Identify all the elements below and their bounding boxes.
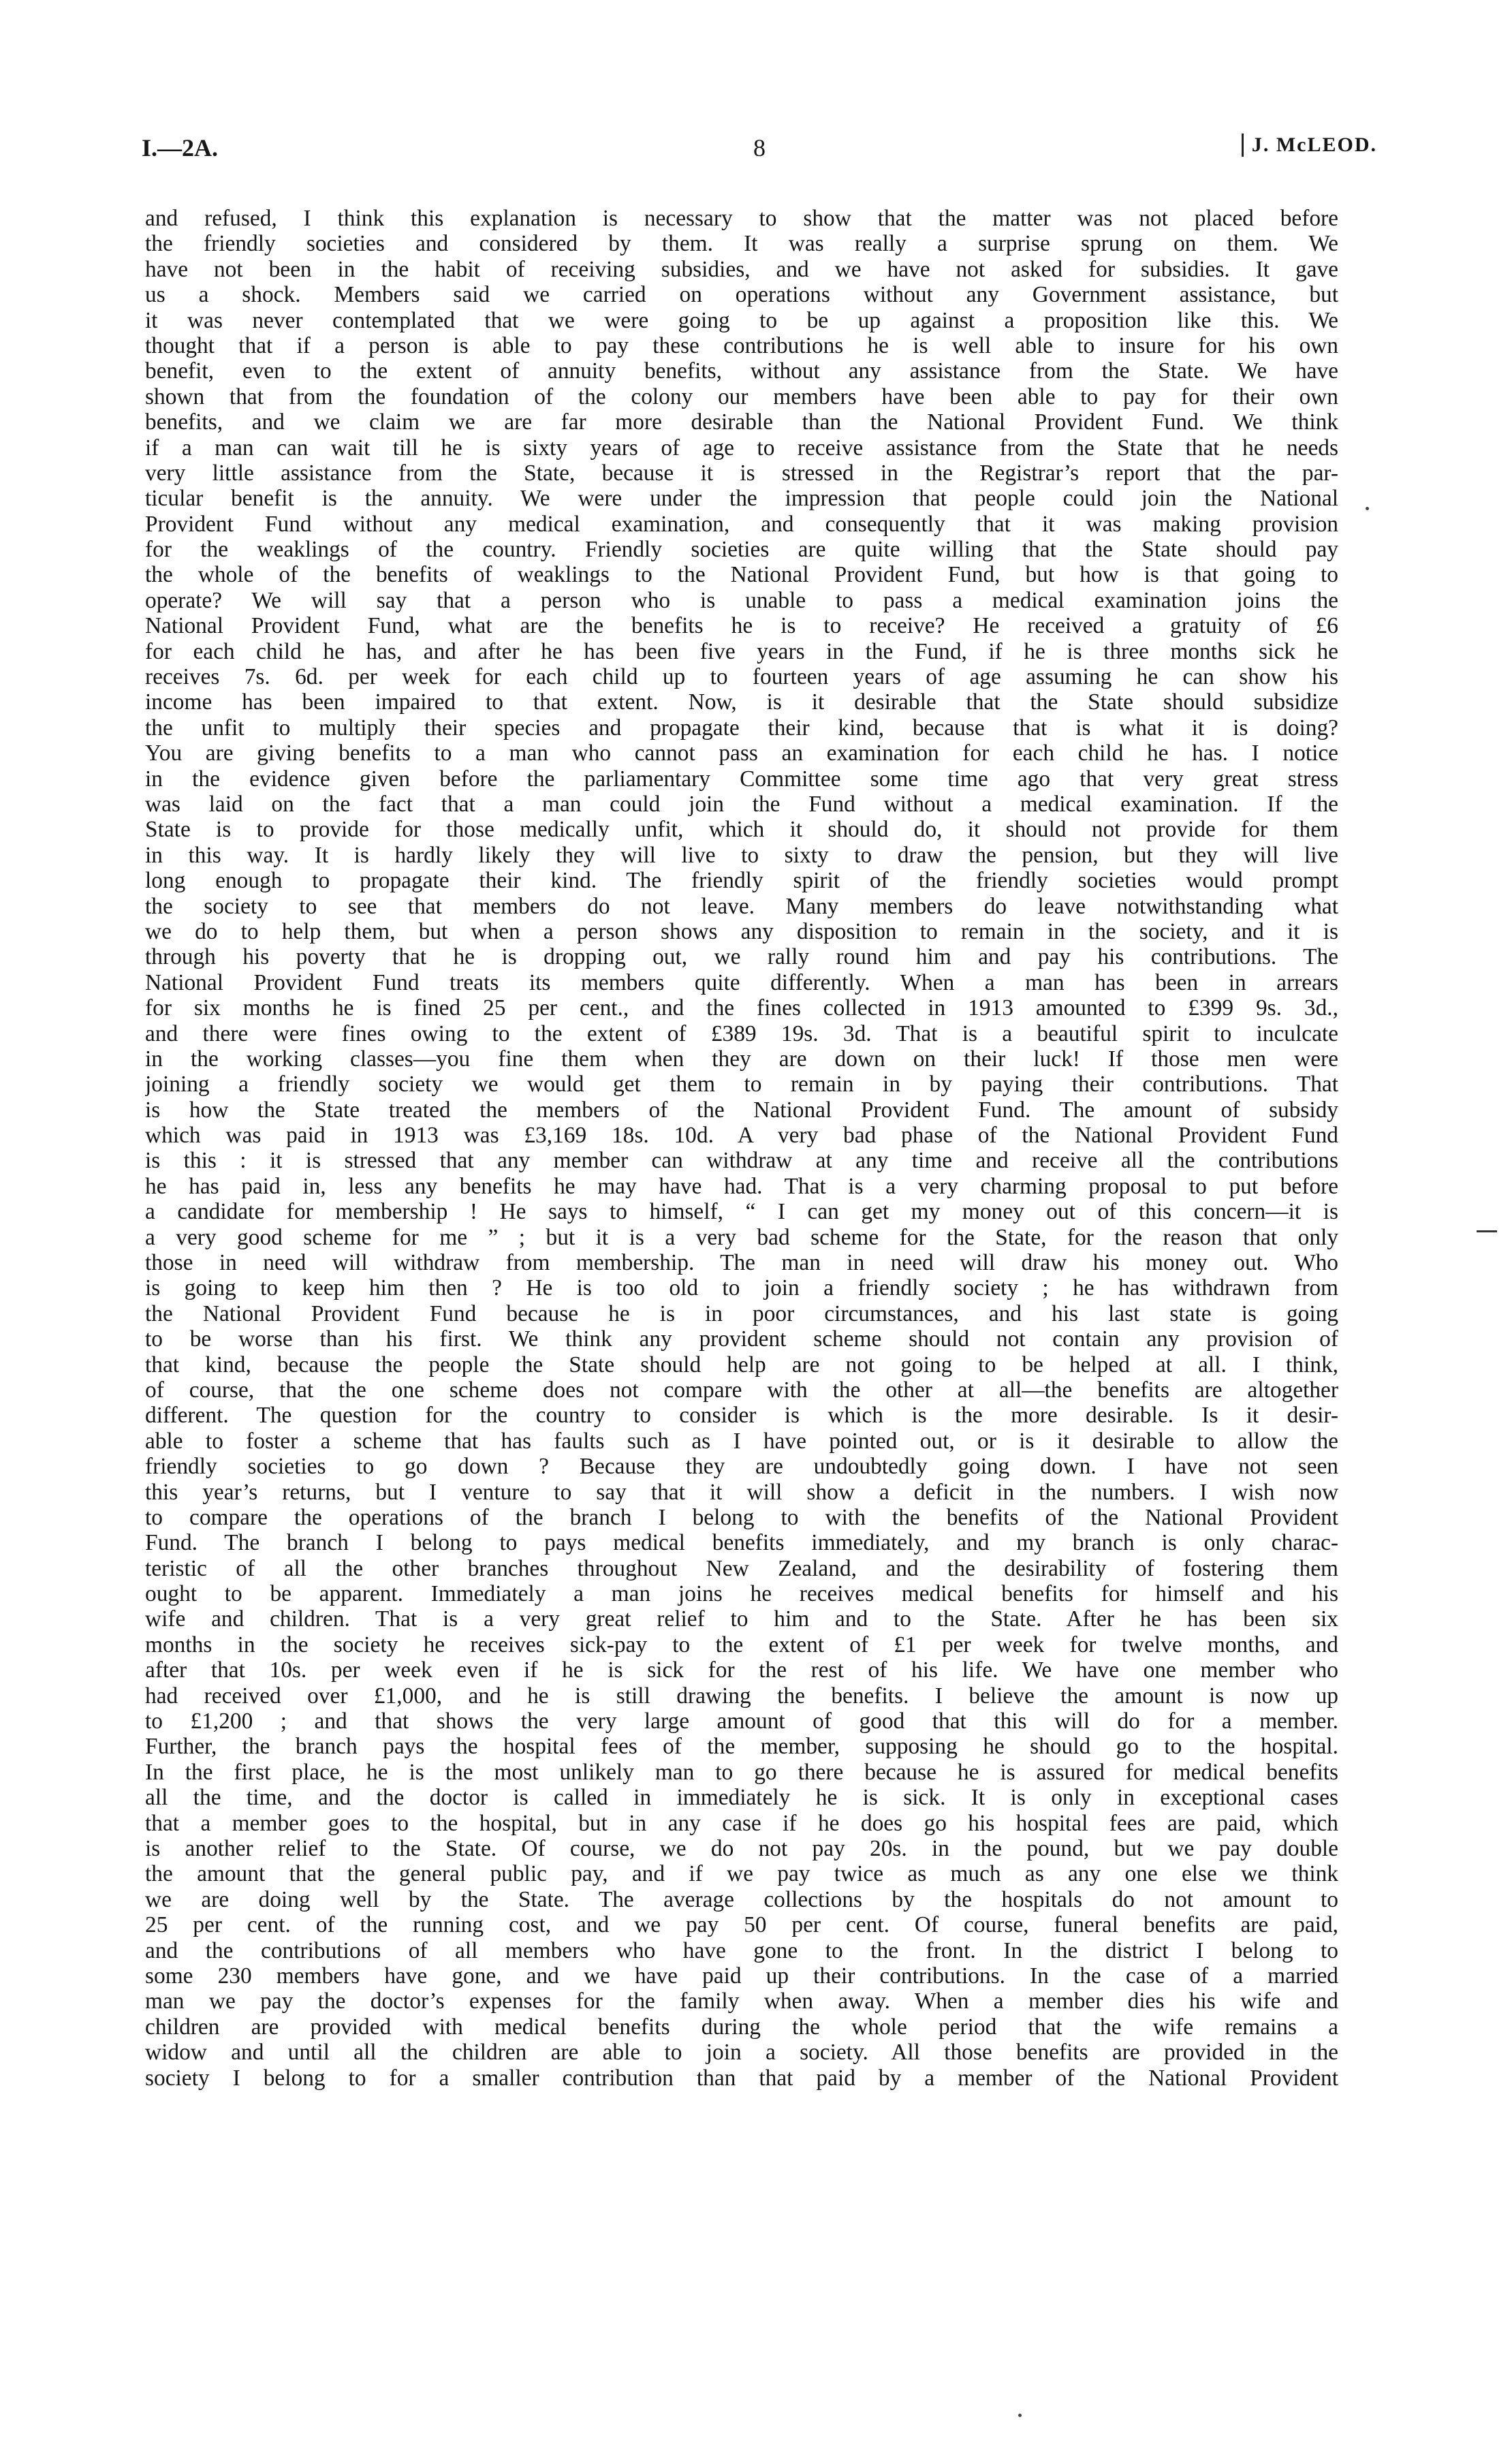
text-line: after that 10s. per week even if he is sick for the rest of his life. We have one member who	[145, 1657, 1338, 1683]
text-line: shown that from the foundation of the colony our members have been able to pay for their own	[145, 384, 1338, 409]
text-line: for six months he is fined 25 per cent., and the fines collected in 1913 amounted to £399 9s. 3d.,	[145, 995, 1338, 1021]
text-line: National Provident Fund treats its members quite differently. When a man has been in arrears	[145, 969, 1338, 995]
text-line: man we pay the doctor’s expenses for the family when away. When a member dies his wife and	[145, 1989, 1338, 2014]
text-line: Further, the branch pays the hospital fees of the member, supposing he should go to the hospital.	[145, 1734, 1338, 1760]
text-line: widow and until all the children are able to join a society. All those benefits are provided in the	[145, 2040, 1338, 2066]
text-line: is this : it is stressed that any member can withdraw at any time and receive all the contributions	[145, 1148, 1338, 1174]
text-line: able to foster a scheme that has faults such as I have pointed out, or is it desirable to allow the	[145, 1428, 1338, 1454]
text-line: the National Provident Fund because he is in poor circumstances, and his last state is going	[145, 1300, 1338, 1326]
text-line: a candidate for membership ! He says to himself, “ I can get my money out of this concern—it is	[145, 1199, 1338, 1225]
text-line: Fund. The branch I belong to pays medical benefits immediately, and my branch is only charac-	[145, 1530, 1338, 1556]
body-text	[145, 206, 1338, 2091]
text-line: those in need will withdraw from membership. The man in need will draw his money out. Who	[145, 1250, 1338, 1276]
text-line: thought that if a person is able to pay these contributions he is well able to insure for his own	[145, 332, 1338, 358]
text-line: children are provided with medical benefits during the whole period that the wife remains a	[145, 2014, 1338, 2040]
text-line: is how the State treated the members of the National Provident Fund. The amount of subsidy	[145, 1097, 1338, 1123]
text-line: the whole of the benefits of weaklings to the National Provident Fund, but how is that going to	[145, 562, 1338, 588]
text-line: some 230 members have gone, and we have paid up their contributions. In the case of a married	[145, 1963, 1338, 1989]
document-reference: I.—2A.	[142, 134, 219, 161]
text-line: National Provident Fund, what are the benefits he is to receive? He received a gratuity of £6	[145, 613, 1338, 639]
page-number: 8	[753, 134, 766, 161]
text-line: and the contributions of all members who have gone to the front. In the district I belong to	[145, 1937, 1338, 1963]
text-line: very little assistance from the State, because it is stressed in the Registrar’s report that the par-	[145, 460, 1338, 486]
text-line: ought to be apparent. Immediately a man joins he receives medical benefits for himself and his	[145, 1581, 1338, 1607]
text-line: was laid on the fact that a man could join the Fund without a medical examination. If the	[145, 791, 1338, 817]
speck-mark	[1018, 2414, 1022, 2417]
text-line: and refused, I think this explanation is necessary to show that the matter was not placed before	[145, 206, 1338, 231]
text-line: that kind, because the people the State should help are not going to be helped at all. I think,	[145, 1352, 1338, 1377]
text-line: the unfit to multiply their species and propagate their kind, because that is what it is doing?	[145, 715, 1338, 741]
text-line: us a shock. Members said we carried on operations without any Government assistance, but	[145, 282, 1338, 308]
text-line: ticular benefit is the annuity. We were under the impression that people could join the National	[145, 486, 1338, 512]
witness-name: J. McLEOD.	[1242, 134, 1377, 157]
text-line: to compare the operations of the branch I belong to with the benefits of the National Provident	[145, 1504, 1338, 1530]
text-line: In the first place, he is the most unlikely man to go there because he is assured for medical benefits	[145, 1759, 1338, 1785]
text-line: if a man can wait till he is sixty years of age to receive assistance from the State that he needs	[145, 435, 1338, 461]
text-line: which was paid in 1913 was £3,169 18s. 10d. A very bad phase of the National Provident Fund	[145, 1123, 1338, 1149]
speck-mark	[1366, 507, 1369, 510]
text-line: and there were fines owing to the extent of £389 19s. 3d. That is a beautiful spirit to inculcate	[145, 1020, 1338, 1046]
text-line: State is to provide for those medically unfit, which it should do, it should not provide for them	[145, 817, 1338, 843]
text-line: in the working classes—you fine them when they are down on their luck! If those men were	[145, 1046, 1338, 1072]
text-line: to be worse than his first. We think any provident scheme should not contain any provision of	[145, 1326, 1338, 1352]
text-line: 25 per cent. of the running cost, and we pay 50 per cent. Of course, funeral benefits are paid,	[145, 1912, 1338, 1938]
text-line: is another relief to the State. Of course, we do not pay 20s. in the pound, but we pay double	[145, 1836, 1338, 1861]
text-line: through his poverty that he is dropping out, we rally round him and pay his contributions. The	[145, 944, 1338, 970]
text-line: wife and children. That is a very great relief to him and to the State. After he has been six	[145, 1606, 1338, 1632]
page-header	[142, 134, 1377, 174]
text-line: he has paid in, less any benefits he may have had. That is a very charming proposal to put before	[145, 1173, 1338, 1199]
text-line: the society to see that members do not leave. Many members do leave notwithstanding what	[145, 893, 1338, 919]
text-line: of course, that the one scheme does not compare with the other at all—the benefits are altogether	[145, 1377, 1338, 1403]
text-line: to £1,200 ; and that shows the very large amount of good that this will do for a member.	[145, 1709, 1338, 1734]
text-line: the friendly societies and considered by them. It was really a surprise sprung on them. We	[145, 231, 1338, 257]
text-line: Provident Fund without any medical examination, and consequently that it was making provision	[145, 511, 1338, 537]
text-line: months in the society he receives sick-pay to the extent of £1 per week for twelve months, and	[145, 1632, 1338, 1657]
text-line: benefit, even to the extent of annuity benefits, without any assistance from the State. We have	[145, 358, 1338, 384]
text-line: joining a friendly society we would get them to remain in by paying their contributions. That	[145, 1072, 1338, 1097]
text-line: a very good scheme for me ” ; but it is a very bad scheme for the State, for the reason that only	[145, 1224, 1338, 1250]
text-line: teristic of all the other branches throughout New Zealand, and the desirability of fostering them	[145, 1555, 1338, 1581]
text-line: operate? We will say that a person who is unable to pass a medical examination joins the	[145, 587, 1338, 613]
text-line: different. The question for the country to consider is which is the more desirable. Is it desir-	[145, 1403, 1338, 1429]
text-line: You are giving benefits to a man who cannot pass an examination for each child he has. I notice	[145, 741, 1338, 766]
text-line: in this way. It is hardly likely they will live to sixty to draw the pension, but they will live	[145, 842, 1338, 868]
text-line: it was never contemplated that we were going to be up against a proposition like this. We	[145, 307, 1338, 333]
text-line: all the time, and the doctor is called in immediately he is sick. It is only in exceptional cases	[145, 1785, 1338, 1811]
text-line: we are doing well by the State. The average collections by the hospitals do not amount to	[145, 1886, 1338, 1912]
text-line: have not been in the habit of receiving subsidies, and we have not asked for subsidies. It gave	[145, 256, 1338, 282]
text-line: receives 7s. 6d. per week for each child up to fourteen years of age assuming he can show his	[145, 664, 1338, 690]
text-line: that a member goes to the hospital, but in any case if he does go his hospital fees are paid, which	[145, 1810, 1338, 1836]
text-line: for the weaklings of the country. Friendly societies are quite willing that the State should pay	[145, 537, 1338, 563]
text-line: long enough to propagate their kind. The friendly spirit of the friendly societies would prompt	[145, 868, 1338, 894]
text-line: we do to help them, but when a person shows any disposition to remain in the society, and it is	[145, 918, 1338, 944]
text-line: benefits, and we claim we are far more desirable than the National Provident Fund. We think	[145, 409, 1338, 435]
text-line: society I belong to for a smaller contribution than that paid by a member of the National Provident	[145, 2065, 1338, 2091]
text-line: in the evidence given before the parliamentary Committee some time ago that very great stress	[145, 766, 1338, 792]
margin-mark	[1477, 1230, 1497, 1232]
text-line: had received over £1,000, and he is still drawing the benefits. I believe the amount is now up	[145, 1683, 1338, 1709]
text-line: this year’s returns, but I venture to say that it will show a deficit in the numbers. I wish now	[145, 1479, 1338, 1505]
text-line: friendly societies to go down ? Because they are undoubtedly going down. I have not seen	[145, 1454, 1338, 1480]
text-line: income has been impaired to that extent. Now, is it desirable that the State should subsidize	[145, 689, 1338, 715]
text-line: the amount that the general public pay, and if we pay twice as much as any one else we think	[145, 1861, 1338, 1887]
text-line: for each child he has, and after he has been five years in the Fund, if he is three months sick he	[145, 638, 1338, 664]
text-line: is going to keep him then ? He is too old to join a friendly society ; he has withdrawn from	[145, 1275, 1338, 1301]
